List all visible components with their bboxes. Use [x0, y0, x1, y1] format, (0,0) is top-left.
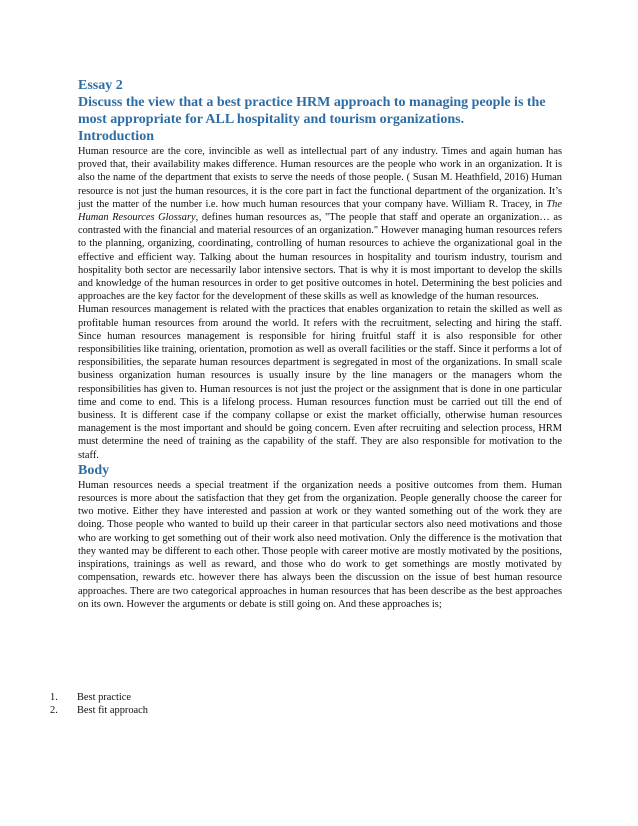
approaches-list: [50, 691, 350, 718]
intro-para1-part2: , defines human resources as, "The people that staff and operate an organization… as contrasted with the financial and material resources of an organization." However managing human resources refers to the planning, organizing, coordinating, controlling of human resources to achieve the organizational goal in the effective and efficient way. Talking about the human resources in hospitality and tourism industry, tourism and hospitality both sector are necessarily labor intensive sectors. That is why it is most important to develop the skills and knowledge of the human resources in order to get positive outcomes in hotel. Determining the best policies and approaches are the key factor for the development of these skills as well as knowledge of the human resources.: [78, 212, 562, 303]
document-content: [78, 77, 562, 611]
intro-para1-part1: Human resource are the core, invincible as well as intellectual part of any industry. Times and again human has proved that, their availability makes difference. Human resources are the people who work in an organization. It is also the name of the department that exists to serve the needs of those people. ( Susan M. Heathfield, 2016) Human resource is not just the human resources, it is the core part in fact the functional department of the organization. It’s just the matter of the number i.e. how much human resources that your company have. William R. Tracey, in: [78, 146, 562, 210]
book-title: The Human Resources Glossary: [78, 198, 562, 224]
introduction-heading: Introduction: [78, 129, 154, 144]
essay-label: Essay 2: [78, 78, 123, 93]
list-item-number: 1.: [50, 692, 58, 703]
essay-title: Discuss the view that a best practice HRM approach to managing people is the most appropriate for ALL hospitality and tourism organizations.: [78, 95, 546, 127]
body-paragraph-1: Human resources needs a special treatment if the organization needs a positive outcomes from them. Human resources is more about the satisfaction that they get from the organization. People generally choose the career for two motive. Either they have interested and passion at work or they wanted something out of the work they are doing. Those people who wanted to build up their career in that particular sectors also need motivations and those who are working to get something out of their work also need motivation. Only the difference is the motivation that they wanted may be different to each other. Those people with career motive are mostly motivated by the positions, inspirations, trainings as well as reward, and those who do work to get somethings are mostly motivated by compensation, rewards etc. however there has always been the discussion on the issue of best human resource approaches. There are two categorical approaches in human resources that has been describe as the best approaches on its own. However the arguments or debate is still going on. And these approaches is;: [78, 479, 562, 610]
introduction-paragraph-2: Human resources management is related with the practices that enables organization to retain the skilled as well as profitable human resources from around the world. It refers with the recruitment, selecting and hiring the staff. Since human resources management is responsible for hiring fruitful staff it is also responsible for other responsibilities like training, orientation, promotion as well as overall facilities or the staff. Since it performs a lot of responsibilities, the separate human resources department is segregated in most of the organizations. In small scale business organization human resources is usually insure by the line managers or the managers whom the responsibilities has given to. Human resources is not just the project or the assignment that is done in one particular time and come to end. This is a lifelong process. Human resources function must be carried out till the end of business. It is different case if the company collapse or exist the market officially, otherwise human resources management is the most important and should be going concern. Even after recruiting and selection process, HRM must determine the need of training as the capability of the staff. They are also responsible for motivation to the staff.: [78, 304, 562, 461]
list-item: [50, 691, 350, 704]
introduction-paragraph-1: [78, 145, 562, 303]
list-item-text: Best fit approach: [77, 705, 148, 717]
body-heading: Body: [78, 462, 110, 478]
list-item-number: 2.: [50, 705, 58, 717]
list-item-text: Best practice: [77, 692, 131, 703]
list-item: [50, 704, 350, 717]
